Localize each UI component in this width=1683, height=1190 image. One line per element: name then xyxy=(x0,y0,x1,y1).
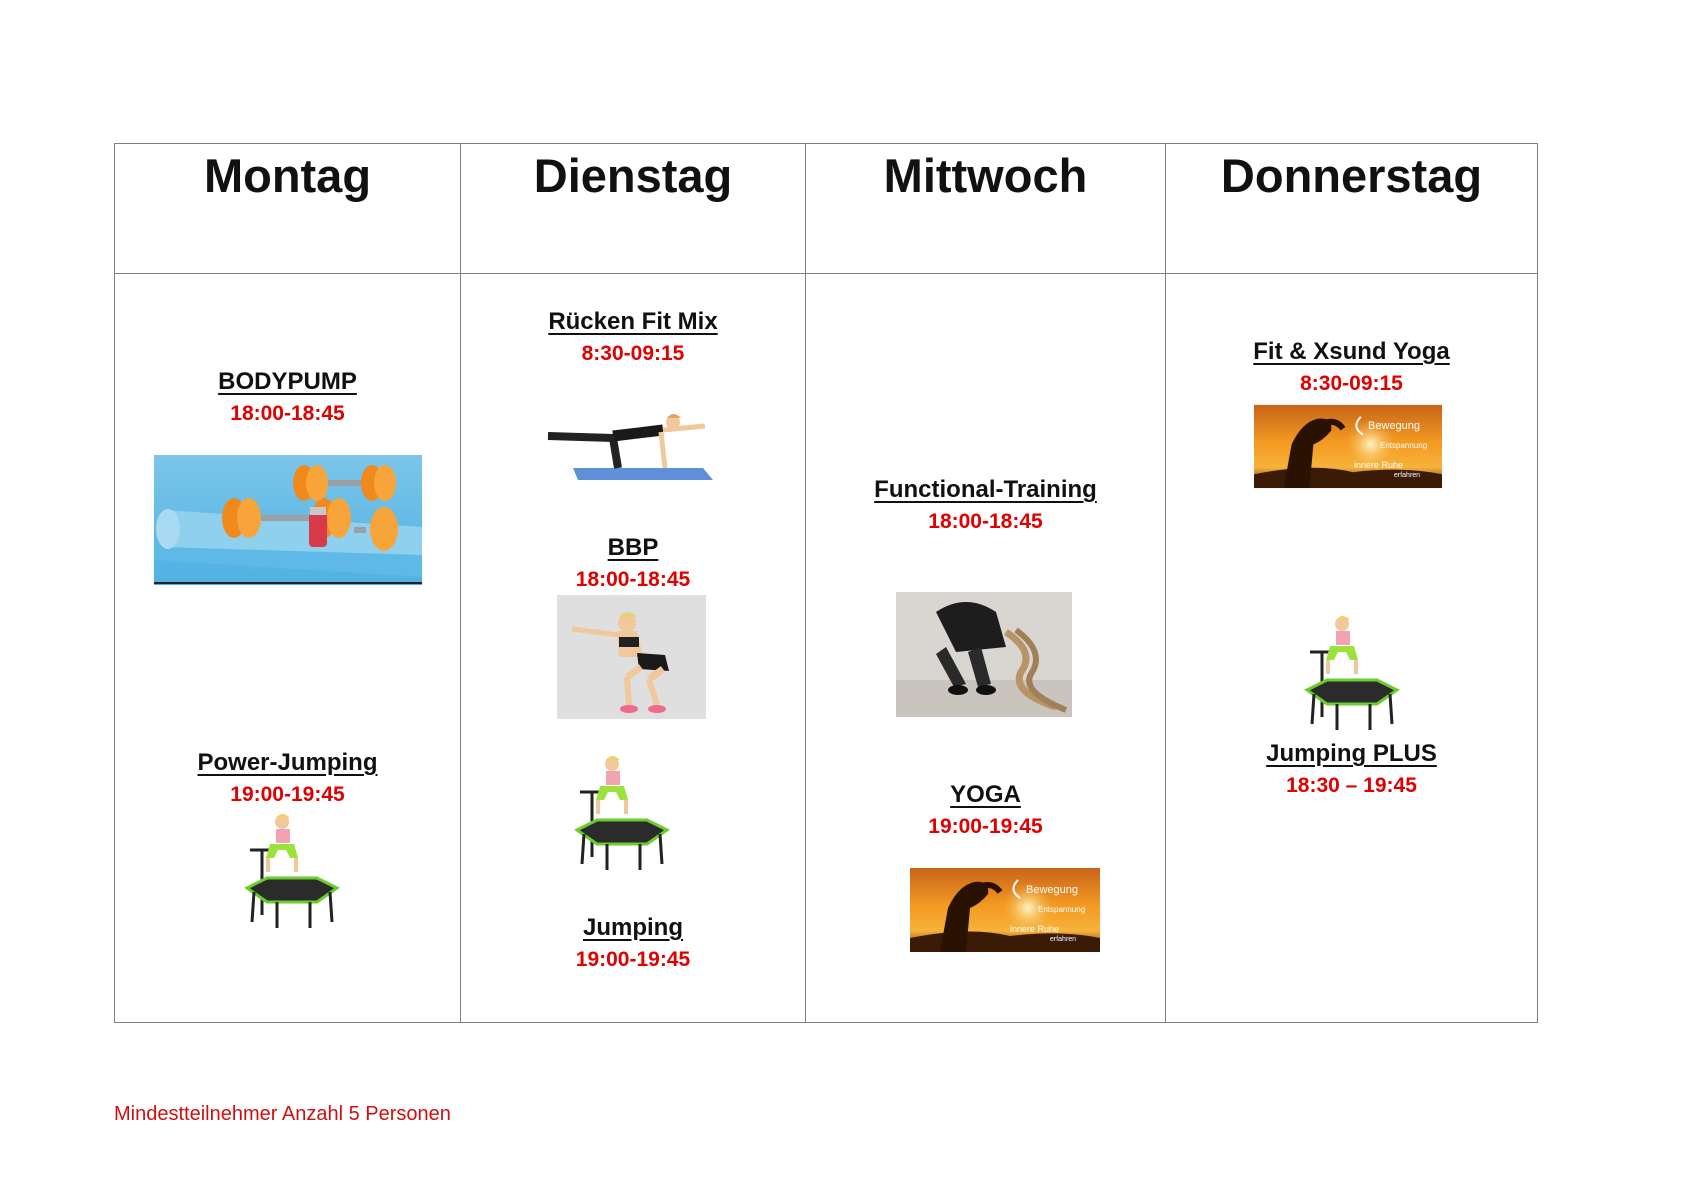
day-header-donnerstag: Donnerstag xyxy=(1220,149,1483,202)
day-header-mittwoch: Mittwoch xyxy=(883,149,1088,202)
yoga-image-text-1: Bewegung xyxy=(1368,420,1420,432)
squat-image xyxy=(557,595,706,719)
class-time-bbp: 18:00-18:45 xyxy=(575,568,691,591)
yoga-image-text-1: Bewegung xyxy=(1026,884,1078,896)
class-time-ruecken-fit-mix: 8:30-09:15 xyxy=(581,342,685,365)
class-time-jumping: 19:00-19:45 xyxy=(575,948,691,971)
class-time-functional-training: 18:00-18:45 xyxy=(928,510,1043,533)
class-time-yoga: 19:00-19:45 xyxy=(928,815,1043,838)
day-header-dienstag: Dienstag xyxy=(533,149,733,202)
battle-rope-image xyxy=(896,592,1072,717)
dumbbells-image xyxy=(154,455,422,585)
class-time-jumping-plus: 18:30 – 19:45 xyxy=(1286,774,1417,797)
yoga-image-text-3: innere Ruhe xyxy=(1010,924,1060,934)
table-border-left xyxy=(114,143,115,1023)
table-border-right xyxy=(1537,143,1538,1023)
back-exercise-image xyxy=(543,408,716,483)
trampoline-image xyxy=(562,752,682,877)
trampoline-image xyxy=(232,810,352,935)
class-time-power-jumping: 19:00-19:45 xyxy=(230,783,345,806)
table-border-top xyxy=(114,143,1538,144)
class-title-jumping-plus: Jumping PLUS xyxy=(1266,740,1437,767)
footer-note: Mindestteilnehmer Anzahl 5 Personen xyxy=(114,1103,451,1125)
yoga-image-text-4: erfahren xyxy=(1394,472,1421,479)
yoga-image-text-3: innere Ruhe xyxy=(1354,460,1404,470)
yoga-sunset-image xyxy=(910,868,1100,952)
yoga-image-text-4: erfahren xyxy=(1050,936,1077,943)
class-title-functional-training: Functional-Training xyxy=(874,476,1097,503)
column-divider-2 xyxy=(805,143,806,1023)
table-header-divider xyxy=(114,273,1538,274)
class-title-bodypump: BODYPUMP xyxy=(218,368,357,395)
class-title-bbp: BBP xyxy=(607,534,659,561)
class-title-yoga: YOGA xyxy=(950,781,1021,808)
day-header-montag: Montag xyxy=(203,149,372,202)
trampoline-image xyxy=(1292,612,1412,737)
class-time-fit-xsund-yoga: 8:30-09:15 xyxy=(1300,372,1403,395)
yoga-sunset-image xyxy=(1254,404,1442,489)
class-title-ruecken-fit-mix: Rücken Fit Mix xyxy=(548,308,718,335)
class-title-power-jumping: Power-Jumping xyxy=(197,749,378,776)
image-underline xyxy=(154,582,422,584)
table-border-bottom xyxy=(114,1022,1538,1023)
yoga-image-text-2: Entspannung xyxy=(1380,441,1428,450)
class-title-jumping: Jumping xyxy=(583,914,683,941)
yoga-image-text-2: Entspannung xyxy=(1038,905,1086,914)
class-title-fit-xsund-yoga: Fit & Xsund Yoga xyxy=(1253,338,1450,365)
class-time-bodypump: 18:00-18:45 xyxy=(230,402,345,425)
column-divider-3 xyxy=(1165,143,1166,1023)
